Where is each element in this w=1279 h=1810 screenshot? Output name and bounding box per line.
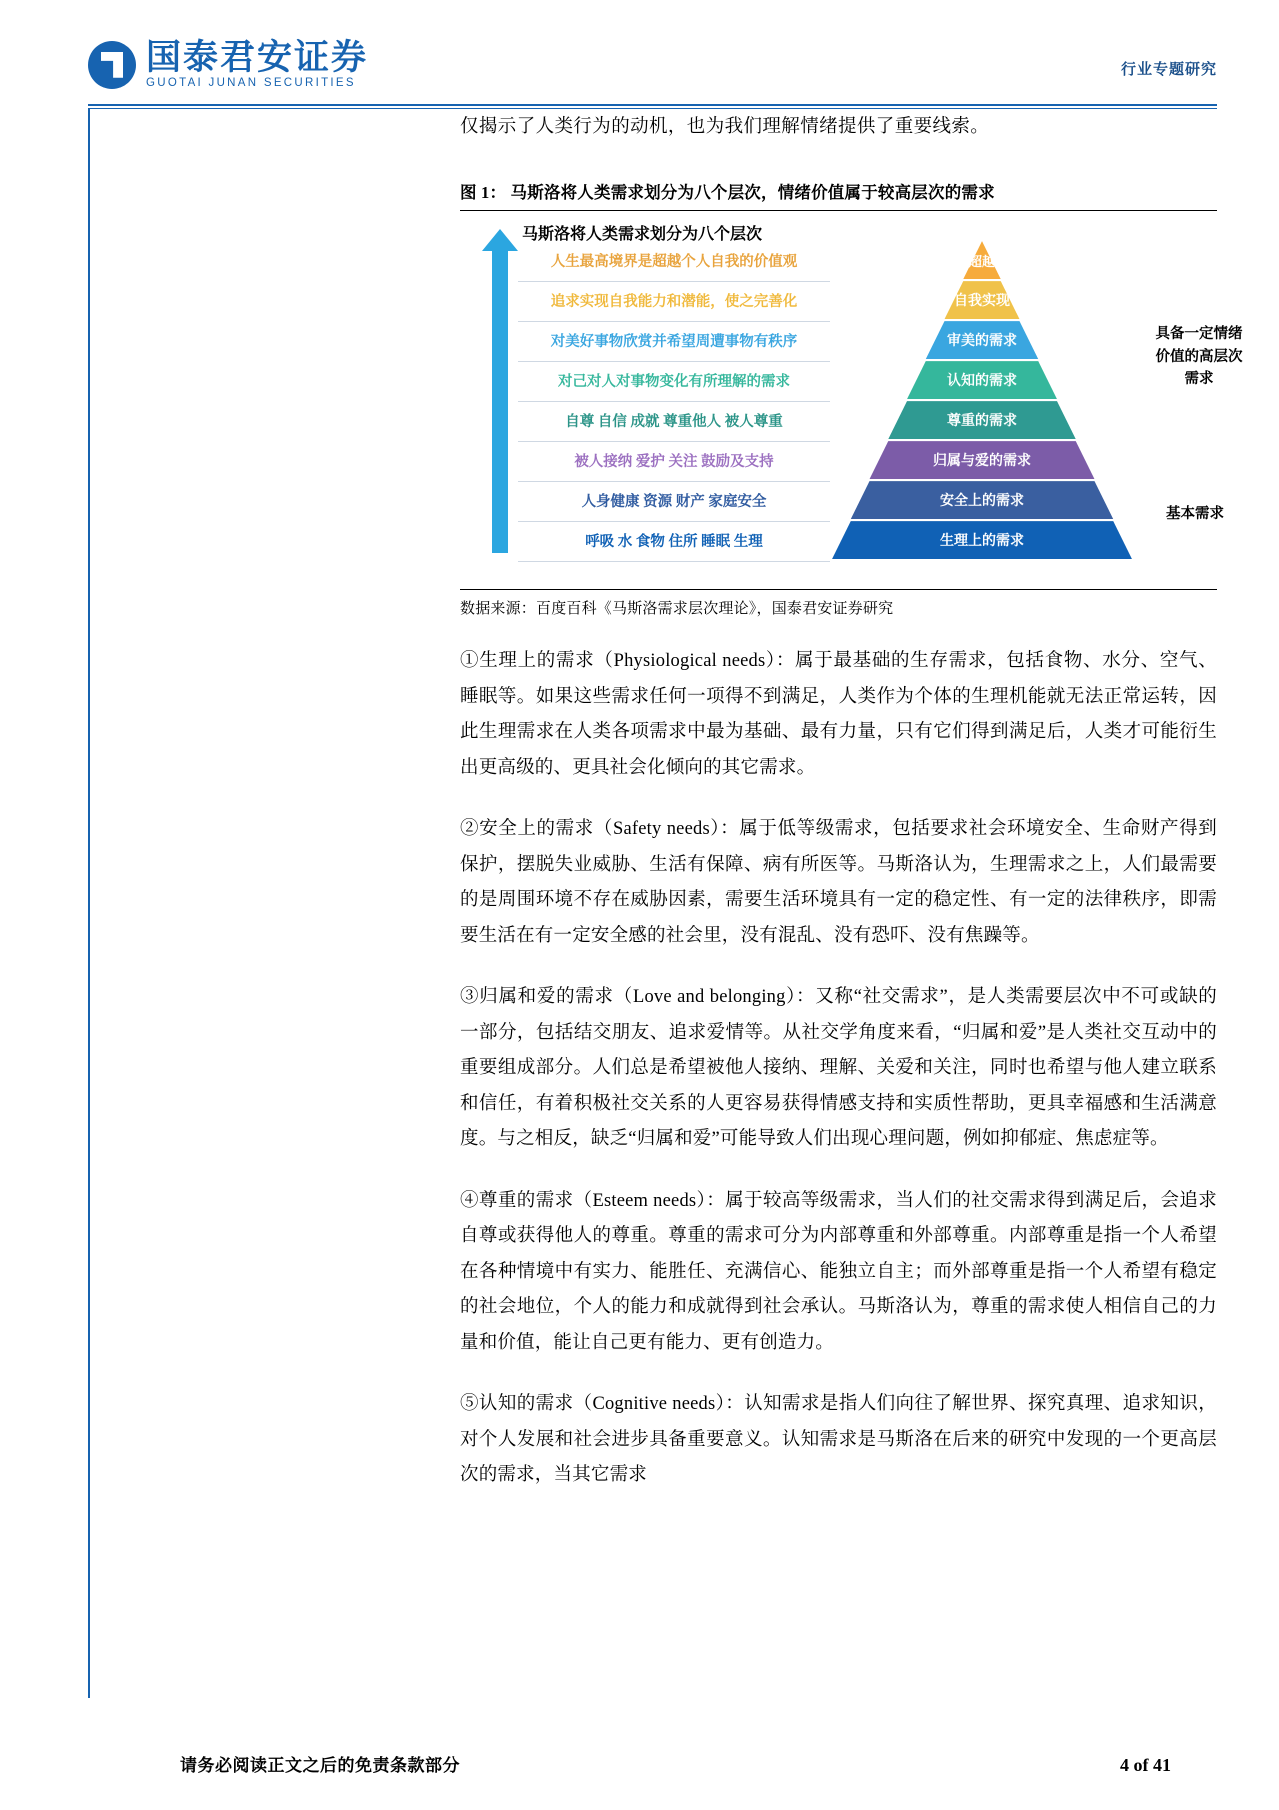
pyramid-level-8 xyxy=(832,521,1132,559)
pyramid-level-label: 超越 xyxy=(968,253,995,269)
logo-mark-icon xyxy=(88,41,136,89)
description-divider xyxy=(518,281,830,282)
pyramid-level-description: 人身健康 资源 财产 家庭安全 xyxy=(581,494,767,511)
description-divider xyxy=(518,441,830,442)
pyramid-level-1 xyxy=(832,241,1132,279)
figure-heading: 马斯洛将人类需求划分为八个层次 xyxy=(522,226,763,244)
figure-title: 图 1： 马斯洛将人类需求划分为八个层次，情绪价值属于较高层次的需求 xyxy=(460,183,995,203)
pyramid-level-label: 尊重的需求 xyxy=(947,414,1017,430)
pyramid-level-label: 归属与爱的需求 xyxy=(933,454,1031,470)
pyramid-level-3 xyxy=(832,321,1132,359)
page-number: 4 of 41 xyxy=(1120,1755,1171,1775)
pyramid-level-description: 人生最高境界是超越个人自我的价值观 xyxy=(550,254,798,271)
pyramid-level-description: 追求实现自我能力和潜能，使之完善化 xyxy=(550,294,798,311)
description-divider xyxy=(518,401,830,402)
paragraph-physiological: ①生理上的需求（Physiological needs）：属于最基础的生存需求，包括食物、水分、空气、睡眠等。如果这些需求任何一项得不到满足，人类作为个体的生理机能就无法正常运转，因此生理需求在人类各项需求中最为基础、最有力量，只有它们得到满足后，人类才可能衍生出更高级的、更具社会化倾向的其它需求。 xyxy=(460,651,1217,778)
pyramid-level-description: 自尊 自信 成就 尊重他人 被人尊重 xyxy=(565,414,783,431)
footer-disclaimer: 请务必阅读正文之后的免责条款部分 xyxy=(180,1756,460,1775)
paragraph-safety: ②安全上的需求（Safety needs）：属于低等级需求，包括要求社会环境安全、生命财产得到保护，摆脱失业威胁、生活有保障、病有所医等。马斯洛认为，生理需求之上，人们最需要的是周围环境不存在威胁因素，需要生活环境具有一定的稳定性、有一定的法律秩序，即需要生活在有一定安全感的社会里，没有混乱、没有恐吓、没有焦躁等。 xyxy=(460,819,1217,946)
description-divider xyxy=(518,521,830,522)
pyramid-level-4 xyxy=(832,361,1132,399)
pyramid-level-7 xyxy=(832,481,1132,519)
description-divider xyxy=(518,481,830,482)
paragraph-cognitive: ⑤认知的需求（Cognitive needs）：认知需求是指人们向往了解世界、探究真理、追求知识，对个人发展和社会进步具备重要意义。认知需求是马斯洛在后来的研究中发现的一个更高层次的需求，当其它需求 xyxy=(460,1394,1217,1486)
lead-paragraph: 仅揭示了人类行为的动机，也为我们理解情绪提供了重要线索。 xyxy=(460,117,990,137)
description-divider xyxy=(518,561,830,562)
logo-english-name: GUOTAI JUNAN SECURITIES xyxy=(146,77,356,89)
pyramid-level-description: 被人接纳 爱护 关注 鼓励及支持 xyxy=(574,454,774,471)
page-footer xyxy=(0,1736,1279,1776)
pyramid-level-description: 对美好事物欣赏并希望周遭事物有秩序 xyxy=(550,334,798,351)
pyramid-level-label: 审美的需求 xyxy=(947,334,1017,350)
pyramid-level-2 xyxy=(832,281,1132,319)
figure-maslow-pyramid xyxy=(460,211,1243,590)
description-divider xyxy=(518,321,830,322)
pyramid-level-5 xyxy=(832,401,1132,439)
paragraph-love-belonging: ③归属和爱的需求（Love and belonging）：又称“社交需求”，是人类需要层次中不可或缺的一部分，包括结交朋友、追求爱情等。从社交学角度来看，“归属和爱”是人类社交互动中的重要组成部分。人们总是希望被他人接纳、理解、关爱和关注，同时也希望与他人建立联系和信任，有着积极社交关系的人更容易获得情感支持和实质性帮助，更具幸福感和生活满意度。与之相反，缺乏“归属和爱”可能导致人们出现心理问题，例如抑郁症、焦虑症等。 xyxy=(460,987,1217,1150)
page-header xyxy=(0,0,1279,96)
pyramid-level-label: 自我实现 xyxy=(954,294,1010,310)
pyramid-level-6 xyxy=(832,441,1132,479)
header-category-label: 行业专题研究 xyxy=(1120,61,1217,78)
pyramid-level-description: 呼吸 水 食物 住所 睡眠 生理 xyxy=(585,534,763,551)
pyramid-level-label: 生理上的需求 xyxy=(940,534,1024,550)
paragraph-esteem: ④尊重的需求（Esteem needs）：属于较高等级需求，当人们的社交需求得到满足后，会追求自尊或获得他人的尊重。尊重的需求可分为内部尊重和外部尊重。内部尊重是指一个人希望在各种情境中有实力、能胜任、充满信心、能独立自主；而外部尊重是指一个人希望有稳定的社会地位，个人的能力和成就得到社会承认。马斯洛认为，尊重的需求使人相信自己的力量和价值，能让自己更有能力、更有创造力。 xyxy=(460,1190,1217,1353)
logo-chinese-name: 国泰君安证券 xyxy=(146,38,369,77)
description-divider xyxy=(518,361,830,362)
company-logo xyxy=(88,40,368,90)
left-vertical-rule xyxy=(88,108,90,1698)
figure-source: 数据来源：百度百科《马斯洛需求层次理论》，国泰君安证券研究 xyxy=(460,601,894,618)
logo-text xyxy=(146,40,368,90)
note-high-level-needs: 具备一定情绪价值的高层次需求 xyxy=(1155,326,1243,388)
pyramid-level-description: 对己对人对事物变化有所理解的需求 xyxy=(558,374,790,391)
page-content xyxy=(460,96,1243,1494)
note-basic-needs: 基本需求 xyxy=(1166,506,1224,523)
pyramid-level-label: 安全上的需求 xyxy=(940,494,1024,510)
figure-canvas xyxy=(460,211,1243,589)
pyramid-level-label: 认知的需求 xyxy=(947,374,1017,390)
